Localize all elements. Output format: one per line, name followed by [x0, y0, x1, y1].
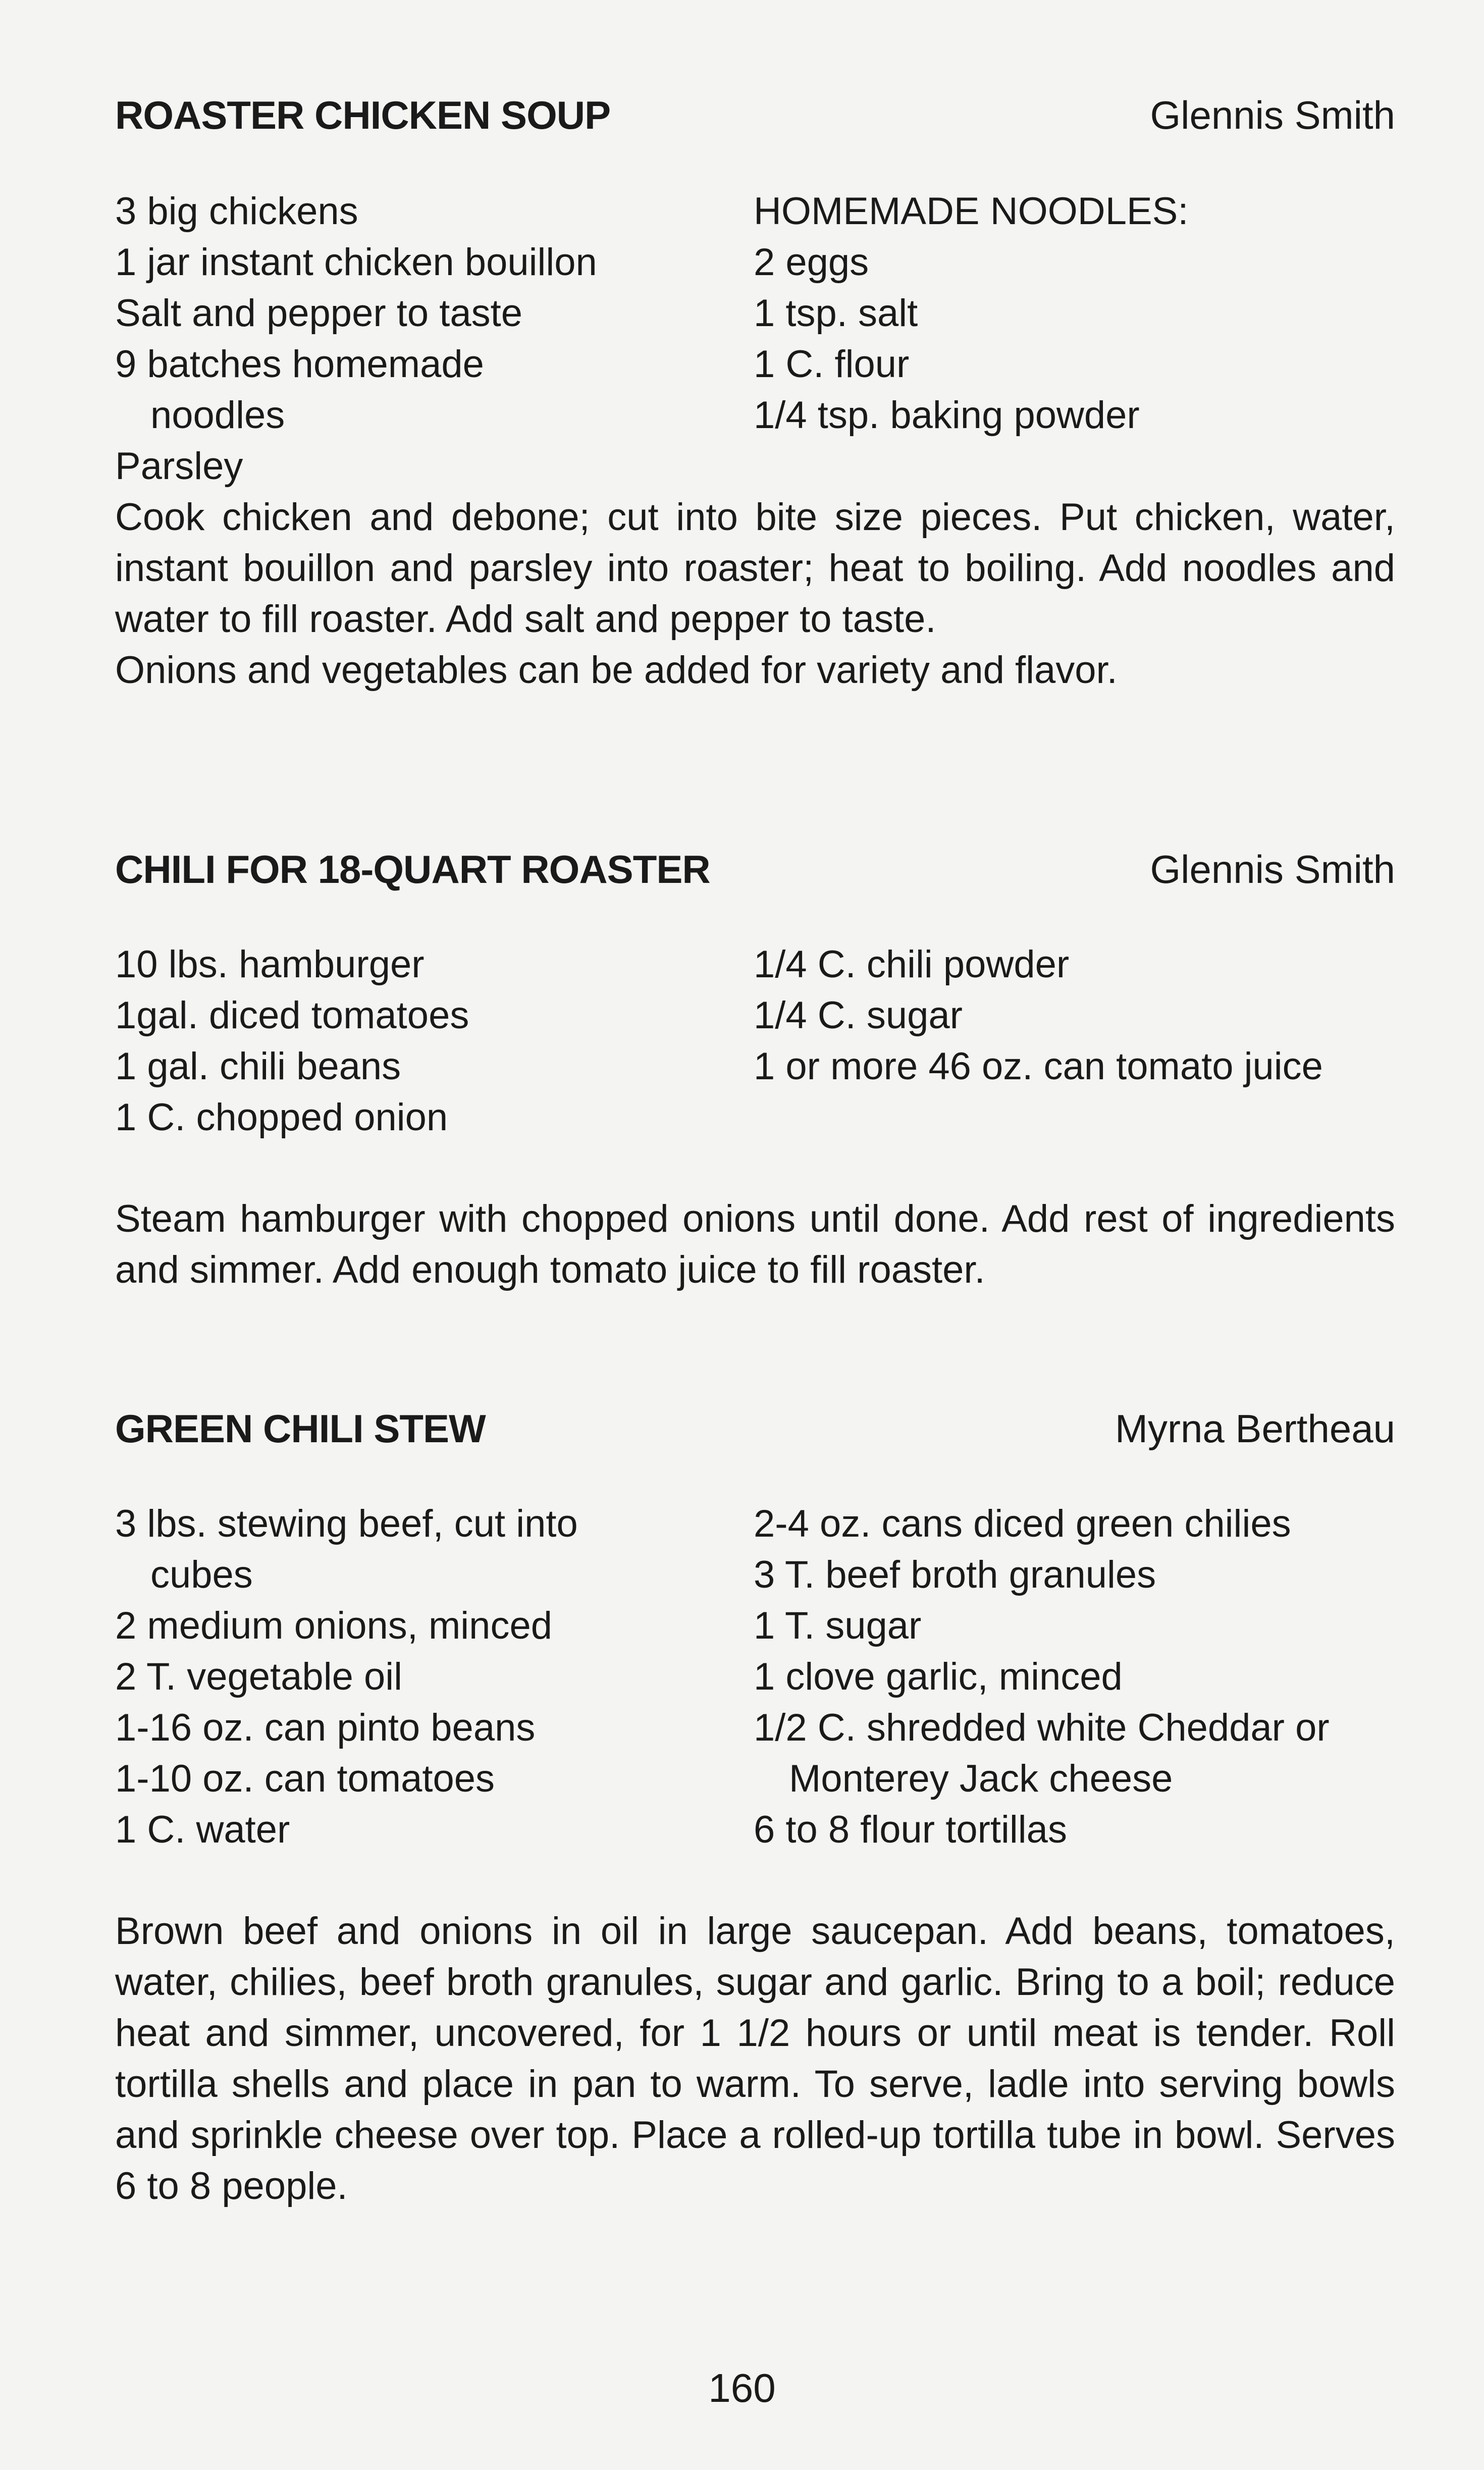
ingredient: 2 medium onions, minced	[115, 1604, 552, 1647]
ingredient: 9 batches homemade noodles	[115, 343, 484, 437]
recipe-header	[115, 90, 1395, 140]
recipe-header	[115, 844, 1395, 895]
recipe-author: Glennis Smith	[1150, 847, 1395, 891]
ingredient: 2 eggs	[754, 241, 869, 284]
ingredients	[115, 1498, 1395, 1855]
ingredient: 1 tsp. salt	[754, 292, 918, 335]
ingredient: 3 big chickens	[115, 190, 358, 233]
ingredient: 1 jar instant chicken bouillon	[115, 241, 597, 284]
recipe-author: Myrna Bertheau	[1115, 1406, 1395, 1451]
ingredient: 1gal. diced tomatoes	[115, 994, 469, 1037]
ingredient: 10 lbs. hamburger	[115, 943, 425, 986]
ingredient: 1 gal. chili beans	[115, 1045, 401, 1088]
ingredients-left	[115, 1498, 754, 1855]
ingredient: 1/2 C. shredded white Cheddar or Monterey Jack cheese	[754, 1706, 1330, 1800]
ingredient: 3 lbs. stewing beef, cut into cubes	[115, 1502, 578, 1596]
method-note: Onions and vegetables can be added for variety and flavor.	[115, 649, 1118, 692]
ingredients-right	[754, 939, 1395, 1143]
recipe-method	[115, 492, 1395, 696]
recipe-author: Glennis Smith	[1150, 93, 1395, 137]
ingredients	[115, 186, 1395, 492]
ingredient: 3 T. beef broth granules	[754, 1553, 1156, 1596]
ingredient: 6 to 8 flour tortillas	[754, 1808, 1067, 1851]
ingredient: 1/4 C. chili powder	[754, 943, 1070, 986]
ingredient: 1 C. chopped onion	[115, 1096, 448, 1139]
ingredient: 1-16 oz. can pinto beans	[115, 1706, 536, 1749]
ingredient: 1-10 oz. can tomatoes	[115, 1757, 495, 1800]
ingredients-right	[754, 1498, 1395, 1855]
ingredient: 1 or more 46 oz. can tomato juice	[754, 1045, 1323, 1088]
recipe-header	[115, 1403, 1395, 1454]
ingredient: 2 T. vegetable oil	[115, 1655, 402, 1698]
ingredient: Salt and pepper to taste	[115, 292, 523, 335]
ingredient: 1 C. water	[115, 1808, 290, 1851]
method-text: Cook chicken and debone; cut into bite size pieces. Put chicken, water, instant bouillon and parsley into roaster; heat to boiling. Add noodles and water to fill roaster. Add salt and pepper to taste.	[115, 496, 1395, 641]
recipe-title: CHILI FOR 18-QUART ROASTER	[115, 847, 710, 891]
recipe-roaster-chicken-soup	[115, 90, 1395, 696]
recipe-method	[115, 1193, 1395, 1295]
ingredients	[115, 939, 1395, 1143]
recipe-green-chili-stew	[115, 1403, 1395, 2212]
recipe-method	[115, 1906, 1395, 2212]
recipe-chili-roaster	[115, 844, 1395, 1295]
ingredient: Parsley	[115, 445, 243, 488]
ingredient-subhead: HOMEMADE NOODLES:	[754, 190, 1189, 233]
ingredient: 2-4 oz. cans diced green chilies	[754, 1502, 1291, 1545]
ingredients-left	[115, 186, 754, 492]
page-number: 160	[708, 2366, 776, 2410]
ingredients-right	[754, 186, 1395, 492]
ingredient: 1/4 tsp. baking powder	[754, 394, 1140, 437]
method-text: Steam hamburger with chopped onions until done. Add rest of ingredients and simmer. Add enough tomato juice to fill roaster.	[115, 1197, 1395, 1291]
recipe-title: ROASTER CHICKEN SOUP	[115, 93, 611, 137]
ingredients-left	[115, 939, 754, 1143]
ingredient: 1 T. sugar	[754, 1604, 922, 1647]
ingredient: 1 C. flour	[754, 343, 910, 386]
ingredient: 1/4 C. sugar	[754, 994, 963, 1037]
recipe-title: GREEN CHILI STEW	[115, 1406, 486, 1451]
ingredient: 1 clove garlic, minced	[754, 1655, 1123, 1698]
method-text: Brown beef and onions in oil in large saucepan. Add beans, tomatoes, water, chilies, beef broth granules, sugar and garlic. Bring to a boil; reduce heat and simmer, uncovered, for 1 1/2 hours or until meat is tender. Roll tortilla shells and place in pan to warm. To serve, ladle into serving bowls and sprinkle cheese over top. Place a rolled-up tortilla tube in bowl. Serves 6 to 8 people.	[115, 1910, 1395, 2208]
